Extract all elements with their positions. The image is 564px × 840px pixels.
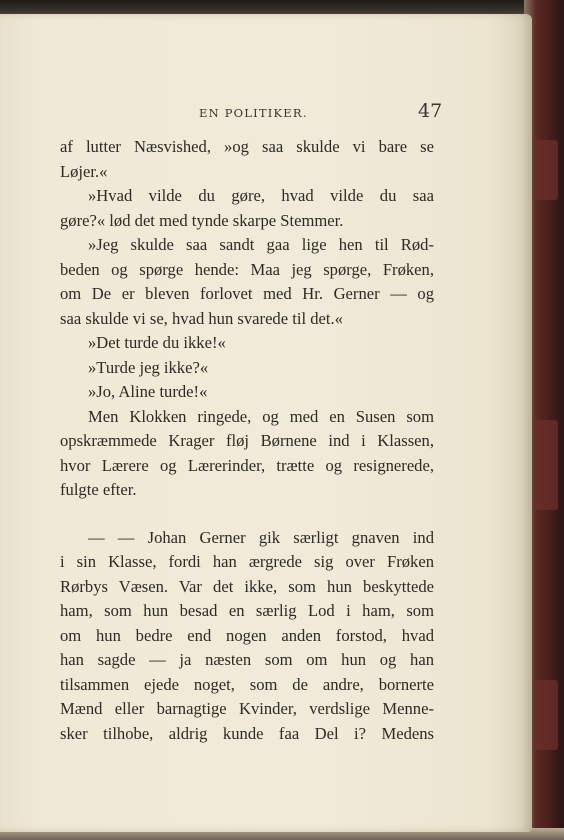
text-line: af lutter Næsvished, »og saa skulde vi bare se — [60, 137, 434, 156]
text-line: om hun bedre end nogen anden forstod, hvad — [60, 625, 434, 645]
text-line: beden og spørge hende: Maa jeg spørge, Frøken, — [60, 259, 434, 279]
text-line: gøre?« lød det med tynde skarpe Stemmer. — [60, 210, 344, 230]
text-line: Men Klokken ringede, og med en Susen som — [88, 406, 434, 426]
text-line: Mænd eller barnagtige Kvinder, verdslige Menne- — [60, 699, 434, 718]
text-line: tilsammen ejede noget, som de andre, bornerte — [60, 674, 434, 694]
book-page — [0, 14, 532, 832]
text-line: Løjer.« — [60, 161, 108, 181]
text-line: om De er bleven forlovet med Hr. Gerner — og — [60, 284, 434, 303]
binding-wear-mark — [534, 140, 558, 200]
running-head: EN POLITIKER. — [199, 106, 308, 120]
text-line: saa skulde vi se, hvad hun svarede til det.« — [60, 308, 343, 328]
text-line: »Jo, Aline turde!« — [88, 382, 208, 401]
page-header — [0, 94, 532, 124]
text-line: ham, som hun besad en særlig Lod i ham, som — [60, 601, 434, 620]
text-line: fulgte efter. — [60, 480, 137, 499]
page-number: 47 — [418, 100, 443, 122]
text-line: »Det turde du ikke!« — [88, 333, 226, 352]
binding-wear-mark — [534, 420, 558, 510]
text-line: han sagde — ja næsten som om hun og han — [60, 650, 434, 669]
binding-wear-mark — [534, 680, 558, 750]
text-line: hvor Lærere og Lærerinder, trætte og resignerede, — [60, 455, 434, 475]
text-line: »Hvad vilde du gøre, hvad vilde du saa — [88, 186, 434, 205]
body-text — [60, 135, 434, 746]
text-line: i sin Klasse, fordi han ærgrede sig over Frøken — [60, 552, 434, 571]
section-break — [60, 503, 434, 526]
text-line: opskræmmede Krager fløj Børnene ind i Klassen, — [60, 431, 434, 450]
text-line: Rørbys Væsen. Var det ikke, som hun beskyttede — [60, 576, 434, 596]
text-line: »Turde jeg ikke?« — [88, 357, 209, 377]
text-line: sker tilhobe, aldrig kunde faa Del i? Medens — [60, 723, 434, 743]
text-line: »Jeg skulde saa sandt gaa lige hen til Rød- — [88, 235, 434, 254]
text-line: — — Johan Gerner gik særligt gnaven ind — [88, 527, 434, 547]
